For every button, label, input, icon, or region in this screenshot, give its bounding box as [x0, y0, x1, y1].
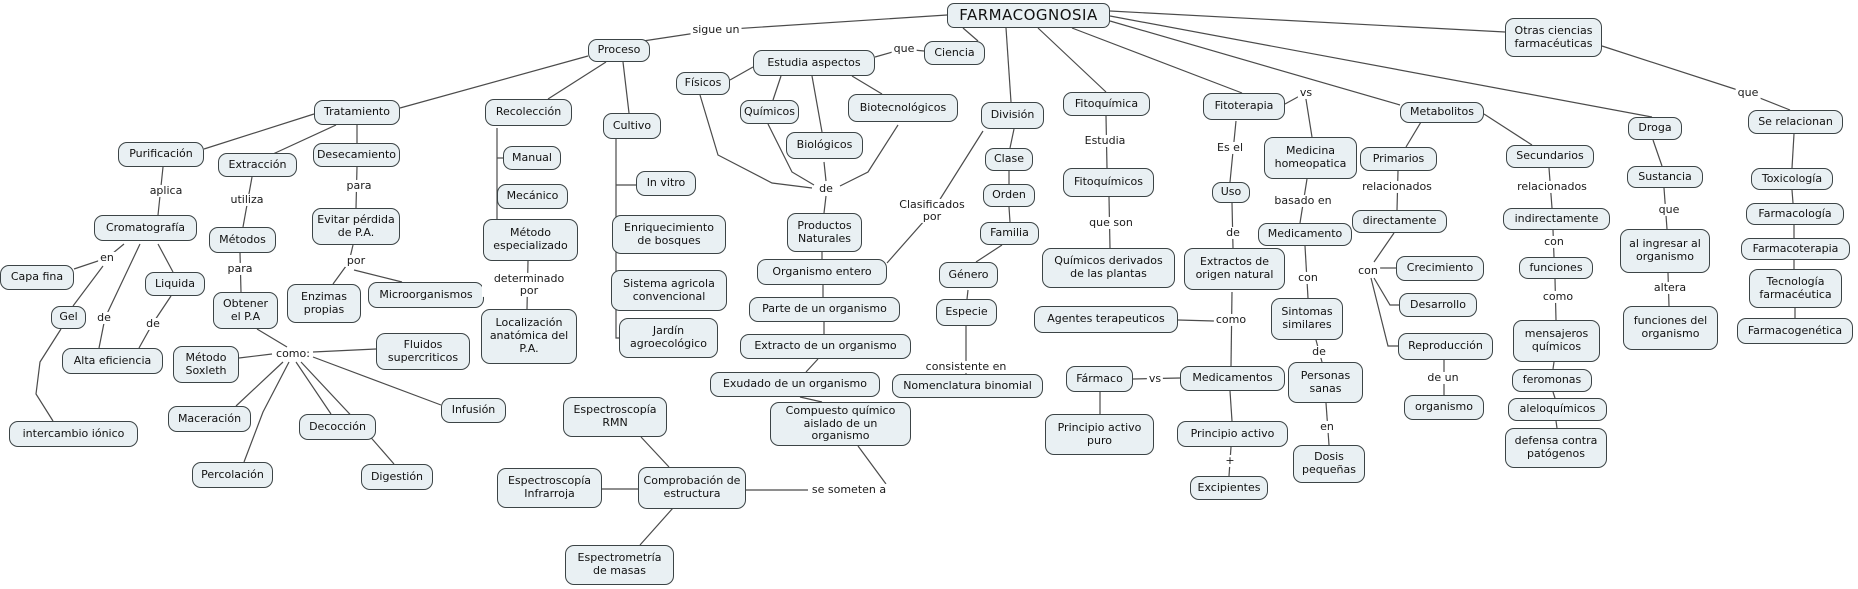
link-label-de-liquida: de [146, 316, 160, 330]
link-label-vs-farmaco: vs [1148, 371, 1162, 385]
edge-line [1553, 362, 1554, 369]
node-uso[interactable]: Uso [1212, 182, 1250, 203]
node-biologicos[interactable]: Biológicos [786, 132, 863, 159]
node-recoleccion[interactable]: Recolección [485, 99, 572, 126]
link-label-consistente-en: consistente en [925, 359, 1007, 373]
edge-line [1006, 28, 1011, 102]
link-label-que-ciencia: que [893, 41, 915, 55]
link-label-con-medicamento: con [1298, 270, 1318, 284]
node-aleloquimicos[interactable]: aleloquímicos [1508, 398, 1607, 421]
node-tecnologia-farmaceutica[interactable]: Tecnología farmacéutica [1749, 269, 1842, 308]
node-defensa-patogenos[interactable]: defensa contra patógenos [1505, 428, 1607, 468]
edge-line [640, 508, 673, 545]
link-label-aplica: aplica [149, 183, 183, 197]
node-especie[interactable]: Especie [936, 299, 997, 326]
link-label-de-uso: de [1226, 225, 1240, 239]
link-label-que-sustancia: que [1658, 202, 1680, 216]
edge-line [824, 196, 826, 213]
link-label-sigue-un: sigue un [692, 22, 740, 36]
edge-line [1374, 278, 1399, 305]
node-productos-naturales[interactable]: Productos Naturales [787, 213, 862, 252]
edge-line [1556, 421, 1557, 428]
edge-line [73, 266, 103, 306]
node-quimicos[interactable]: Químicos [740, 100, 799, 124]
node-intercambio-ionico[interactable]: intercambio iónico [9, 421, 138, 447]
node-obtener-pa[interactable]: Obtener el P.A [213, 292, 278, 329]
link-label-de-sintomas: de [1312, 344, 1326, 358]
edge-line [1009, 207, 1010, 222]
edge-line [1602, 46, 1790, 110]
node-infusion[interactable]: Infusión [441, 398, 506, 423]
node-extractos-origen-natural[interactable]: Extractos de origen natural [1184, 248, 1285, 290]
node-principio-activo-puro[interactable]: Principio activo puro [1045, 414, 1154, 455]
node-excipientes[interactable]: Excipientes [1190, 476, 1268, 500]
node-proceso[interactable]: Proceso [588, 39, 650, 62]
node-enzimas-propias[interactable]: Enzimas propias [287, 284, 361, 323]
node-liquida[interactable]: Liquida [145, 272, 205, 296]
node-espectrometria-masas[interactable]: Espectrometría de masas [565, 545, 674, 585]
edge-line [773, 76, 781, 100]
edge-line [1178, 320, 1214, 321]
link-label-como-medicamentos: como [1215, 312, 1247, 326]
node-fluidos-supercriticos[interactable]: Fluidos supercriticos [376, 333, 470, 370]
node-medicamento[interactable]: Medicamento [1258, 223, 1352, 246]
edge-line [824, 162, 826, 181]
node-indirectamente[interactable]: indirectamente [1503, 208, 1610, 230]
node-farmacogenetica[interactable]: Farmacogenética [1737, 318, 1853, 344]
link-label-en-cromatografia: en [100, 250, 114, 264]
edge-line [852, 76, 882, 94]
node-metodos[interactable]: Métodos [209, 227, 276, 253]
edge-line [812, 76, 822, 132]
node-sistema-agricola[interactable]: Sistema agricola convencional [611, 270, 727, 311]
node-farmacognosia[interactable]: FARMACOGNOSIA [947, 3, 1110, 28]
node-percolacion[interactable]: Percolación [192, 462, 273, 488]
node-capa-fina[interactable]: Capa fina [0, 265, 74, 290]
node-comprobacion-estructura[interactable]: Comprobación de estructura [638, 467, 746, 509]
edge-line [806, 359, 818, 372]
edge-line [641, 437, 669, 467]
node-espectroscopia-infrarroja[interactable]: Espectroscopía Infrarroja [497, 468, 602, 508]
node-purificacion[interactable]: Purificación [118, 142, 204, 167]
node-organismo-entero[interactable]: Organismo entero [757, 259, 887, 285]
link-label-como-funciones: como [1542, 289, 1574, 303]
node-alta-eficiencia[interactable]: Alta eficiencia [62, 348, 163, 374]
node-decoccion[interactable]: Decocción [299, 414, 376, 440]
link-label-que-son: que son [1089, 215, 1133, 229]
node-clase[interactable]: Clase [985, 148, 1033, 171]
edge-line [239, 354, 272, 358]
edge-line [204, 114, 314, 149]
node-feromonas[interactable]: feromonas [1512, 369, 1592, 392]
edge-line [623, 62, 629, 113]
edge-line [643, 15, 947, 41]
node-ciencia[interactable]: Ciencia [924, 41, 985, 65]
node-quimicos-derivados[interactable]: Químicos derivados de las plantas [1042, 248, 1175, 288]
node-exudado-organismo[interactable]: Exudado de un organismo [710, 372, 880, 397]
node-familia[interactable]: Familia [980, 222, 1039, 245]
edge-line [158, 244, 173, 272]
edge-line [354, 270, 402, 282]
node-medicamentos[interactable]: Medicamentos [1180, 366, 1285, 391]
node-farmacoterapia[interactable]: Farmacoterapia [1741, 238, 1850, 260]
link-label-como-obtener: como: [276, 346, 310, 360]
link-label-que-otras: que [1737, 85, 1759, 99]
node-cultivo[interactable]: Cultivo [603, 113, 661, 139]
node-nomenclatura-binomial[interactable]: Nomenclatura binomial [892, 374, 1043, 398]
node-mecanico[interactable]: Mecánico [497, 184, 568, 209]
link-label-se-someten-a: se someten a [811, 482, 887, 496]
node-principio-activo[interactable]: Principio activo [1177, 421, 1288, 447]
node-jardin-agroecologico[interactable]: Jardín agroecológico [619, 318, 718, 358]
edge-line [1110, 11, 1505, 32]
node-directamente[interactable]: directamente [1352, 210, 1447, 233]
link-label-basado-en: basado en [1274, 193, 1332, 207]
edge-line [967, 290, 968, 299]
link-label-relacionados-primarios: relacionados [1362, 179, 1432, 193]
node-toxicologia[interactable]: Toxicología [1751, 168, 1833, 190]
link-label-es-el: Es el [1216, 140, 1244, 154]
node-localizacion-anatomica[interactable]: Localización anatómica del P.A. [481, 309, 577, 364]
link-label-clasificados-por: Clasificados por [888, 199, 976, 223]
link-label-plus: + [1225, 453, 1235, 467]
edge-line [1406, 122, 1421, 147]
node-tratamiento[interactable]: Tratamiento [314, 100, 400, 125]
node-division[interactable]: División [981, 102, 1044, 129]
node-droga[interactable]: Droga [1628, 117, 1682, 140]
edge-line [1371, 278, 1398, 346]
edge-line [1010, 129, 1014, 148]
node-secundarios[interactable]: Secundarios [1506, 145, 1594, 168]
edge-line [730, 67, 753, 80]
link-label-por-evitar: por [346, 253, 366, 267]
node-personas-sanas[interactable]: Personas sanas [1288, 362, 1363, 403]
node-funciones-organismo[interactable]: funciones del organismo [1623, 306, 1718, 350]
node-medicina-homeopatica[interactable]: Medicina homeopatica [1264, 137, 1357, 179]
node-gel[interactable]: Gel [51, 306, 86, 329]
node-otras-ciencias[interactable]: Otras ciencias farmacéuticas [1505, 18, 1602, 57]
node-farmacologia[interactable]: Farmacología [1746, 203, 1844, 225]
node-metodo-especializado[interactable]: Método especializado [483, 219, 578, 261]
node-organismo[interactable]: organismo [1404, 395, 1484, 420]
node-fisicos[interactable]: Físicos [676, 72, 730, 95]
node-metodo-soxleth[interactable]: Método Soxleth [173, 346, 239, 383]
node-metabolitos[interactable]: Metabolitos [1400, 102, 1484, 123]
node-extraccion[interactable]: Extracción [218, 153, 297, 177]
node-estudia-aspectos[interactable]: Estudia aspectos [753, 50, 875, 76]
edge-line [1285, 93, 1312, 137]
edge-line [301, 362, 394, 464]
node-evitar-perdida[interactable]: Evitar pérdida de P.A. [312, 208, 400, 245]
node-maceracion[interactable]: Maceración [168, 406, 251, 432]
node-biotecnologicos[interactable]: Biotecnológicos [848, 94, 958, 122]
node-farmaco[interactable]: Fármaco [1066, 366, 1133, 392]
node-fitoquimicos[interactable]: Fitoquímicos [1063, 168, 1154, 197]
node-extracto-organismo[interactable]: Extracto de un organismo [740, 334, 911, 359]
link-label-determinado-por: determinado por [482, 273, 576, 297]
node-manual[interactable]: Manual [503, 146, 561, 170]
edge-line [548, 62, 606, 99]
link-label-de-gel: de [97, 310, 111, 324]
edge-line [1230, 391, 1232, 421]
edge-line [1374, 233, 1394, 262]
node-funciones[interactable]: funciones [1519, 257, 1593, 279]
node-orden[interactable]: Orden [983, 184, 1035, 207]
node-reproduccion[interactable]: Reproducción [1398, 333, 1493, 360]
node-sintomas-similares[interactable]: Sintomas similares [1271, 298, 1343, 340]
node-enriquecimiento-bosques[interactable]: Enriquecimiento de bosques [612, 215, 726, 254]
edge-line [257, 329, 287, 347]
edge-line [1231, 292, 1232, 366]
link-label-de-productos: de [819, 181, 833, 195]
edge-line [36, 329, 61, 421]
node-genero[interactable]: Género [939, 262, 998, 288]
edge-line [1484, 114, 1532, 145]
node-primarios[interactable]: Primarios [1360, 147, 1437, 171]
node-dosis-pequenas[interactable]: Dosis pequeñas [1293, 445, 1365, 483]
link-label-de-un: de un [1427, 370, 1459, 384]
edge-line [1792, 190, 1793, 203]
link-label-altera: altera [1653, 280, 1687, 294]
link-label-con-directamente: con [1358, 263, 1378, 277]
edge-line [313, 349, 376, 352]
node-espectroscopia-rmn[interactable]: Espectroscopía RMN [563, 397, 667, 437]
link-label-para-metodos: para [227, 261, 253, 275]
node-mensajeros-quimicos[interactable]: mensajeros químicos [1513, 320, 1600, 362]
node-parte-organismo[interactable]: Parte de un organismo [749, 297, 900, 322]
node-in-vitro[interactable]: In vitro [636, 171, 696, 196]
edge-line [236, 362, 283, 406]
node-crecimiento[interactable]: Crecimiento [1396, 256, 1484, 281]
node-desarrollo[interactable]: Desarrollo [1399, 293, 1477, 317]
node-agentes-terapeuticos[interactable]: Agentes terapeuticos [1034, 306, 1178, 333]
edge-line [976, 245, 1002, 262]
edge-line [1653, 140, 1662, 166]
link-label-utiliza: utiliza [230, 192, 264, 206]
link-label-estudia: Estudia [1084, 133, 1126, 147]
link-label-para-desecamiento: para [346, 178, 372, 192]
link-label-relacionados-secundarios: relacionados [1517, 179, 1587, 193]
node-digestion[interactable]: Digestión [361, 464, 433, 490]
edge-line [858, 446, 886, 484]
edge-line [963, 28, 978, 41]
node-sustancia[interactable]: Sustancia [1627, 166, 1703, 188]
node-cromatografia[interactable]: Cromatografía [94, 215, 197, 241]
node-fitoquimica[interactable]: Fitoquímica [1063, 92, 1150, 116]
link-label-vs-fitoterapia: vs [1299, 85, 1313, 99]
node-compuesto-aislado[interactable]: Compuesto químico aislado de un organismo [770, 402, 911, 446]
link-label-en-personas: en [1320, 419, 1334, 433]
link-label-con-indirectamente: con [1544, 234, 1564, 248]
node-desecamiento[interactable]: Desecamiento [313, 143, 400, 167]
node-fitoterapia[interactable]: Fitoterapia [1203, 93, 1285, 120]
node-microorganismos[interactable]: Microorganismos [368, 282, 484, 308]
edge-line [1792, 134, 1794, 168]
node-al-ingresar[interactable]: al ingresar al organismo [1620, 229, 1710, 273]
node-se-relacionan[interactable]: Se relacionan [1748, 110, 1843, 134]
